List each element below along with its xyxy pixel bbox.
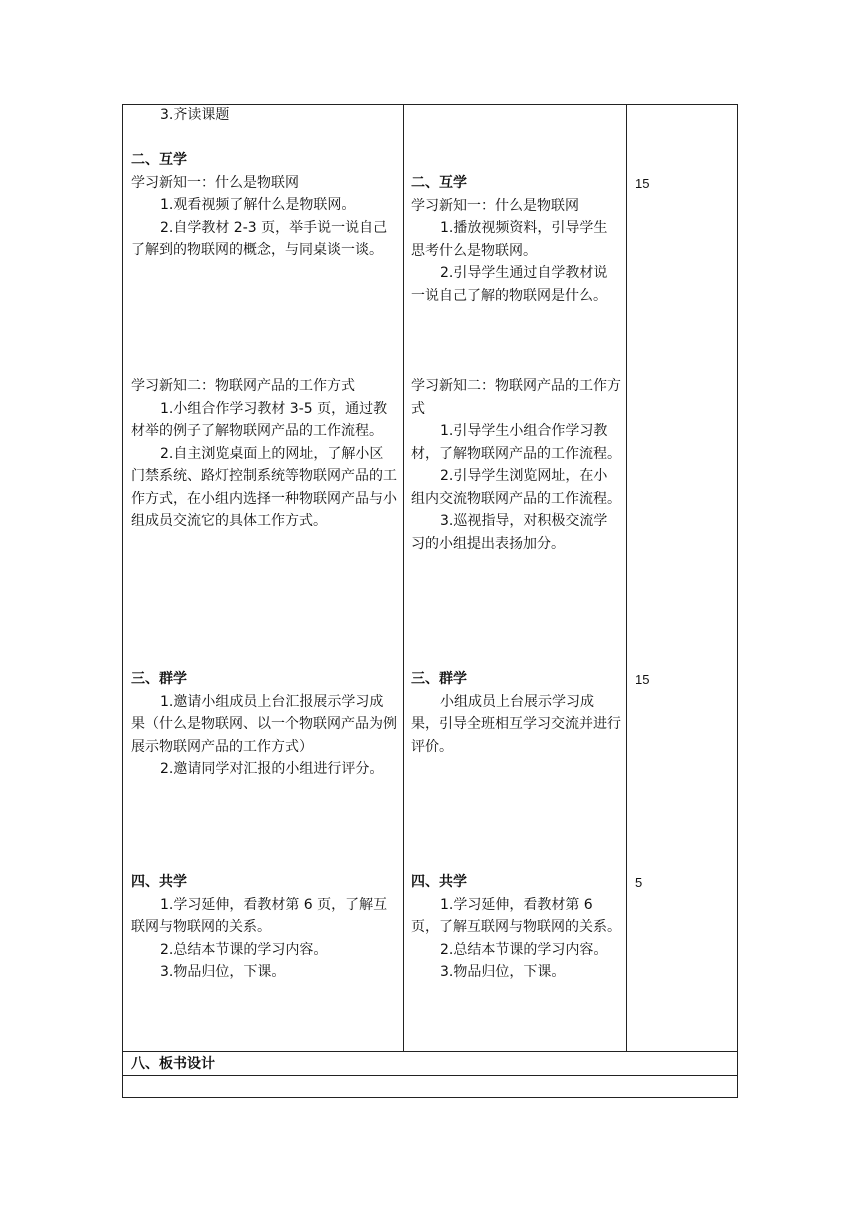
left-section3-item-2: 2.邀请同学对汇报的小组进行评分。 xyxy=(160,761,384,777)
left-block2-title: 学习新知二：物联网产品的工作方式 xyxy=(131,378,355,394)
left-section-2-heading: 二、互学 xyxy=(131,152,187,168)
middle-section4-item-2: 2.总结本节课的学习内容。 xyxy=(440,941,608,958)
left-block2-item-2: 2.自主浏览桌面上的网址，了解小区门禁系统、路灯控制系统等物联网产品的工作方式，在小组内选择一种物联网产品与小组成员交流它的具体工作方式。 xyxy=(131,445,397,529)
left-block1-item-1: 1.观看视频了解什么是物联网。 xyxy=(160,197,356,213)
column-divider-1 xyxy=(403,104,404,1052)
middle-section-3-heading: 三、群学 xyxy=(411,671,467,687)
left-section-3 xyxy=(131,668,397,781)
middle-block2-item-3: 3.巡视指导，对积极交流学习的小组提出表扬加分。 xyxy=(411,513,608,552)
row-divider-footer-top xyxy=(122,1051,738,1052)
left-section4-item-2: 2.总结本节课的学习内容。 xyxy=(160,941,328,958)
left-section-2-block2 xyxy=(131,375,397,533)
middle-section-4-heading: 四、共学 xyxy=(411,874,467,890)
left-section4-item-1: 1.学习延伸，看教材第 6 页，了解互联网与物联网的关系。 xyxy=(131,896,388,935)
middle-block2-title: 学习新知二：物联网产品的工作方式 xyxy=(411,378,621,417)
row-divider-footer-mid xyxy=(122,1075,738,1076)
middle-section3-item-1: 小组成员上台展示学习成果，引导全班相互学习交流并进行评价。 xyxy=(411,693,621,755)
left-section-3-heading: 三、群学 xyxy=(131,671,187,687)
middle-block1-title: 学习新知一：什么是物联网 xyxy=(411,197,579,214)
time-section-2: 15 xyxy=(635,176,650,191)
left-section-2 xyxy=(131,149,397,262)
column-divider-2 xyxy=(626,104,627,1052)
middle-block2-item-1: 1.引导学生小组合作学习教材，了解物联网产品的工作流程。 xyxy=(411,423,621,462)
middle-block1-item-2: 2.引导学生通过自学教材说一说自己了解的物联网是什么。 xyxy=(411,265,608,304)
left-block2-item-1: 1.小组合作学习教材 3-5 页，通过教材举的例子了解物联网产品的工作流程。 xyxy=(131,400,388,439)
left-intro-tail: 3.齐读课题 xyxy=(160,107,230,123)
middle-section4-item-1: 1.学习延伸，看教材第 6 页，了解互联网与物联网的关系。 xyxy=(411,896,621,935)
middle-block1-item-1: 1.播放视频资料，引导学生思考什么是物联网。 xyxy=(411,220,608,259)
time-section-4: 5 xyxy=(635,875,643,890)
left-section-4 xyxy=(131,871,397,984)
middle-section-2-block2 xyxy=(411,375,621,555)
middle-section4-item-3: 3.物品归位，下课。 xyxy=(440,964,566,980)
left-section4-item-3: 3.物品归位，下课。 xyxy=(160,964,286,980)
middle-section-2-heading: 二、互学 xyxy=(411,175,467,191)
time-section-3: 15 xyxy=(635,672,650,687)
board-design-title: 八、板书设计 xyxy=(131,1056,215,1072)
left-section-4-heading: 四、共学 xyxy=(131,874,187,890)
left-block1-item-2: 2.自学教材 2-3 页，举手说一说自己了解到的物联网的概念，与同桌谈一谈。 xyxy=(131,219,388,258)
left-block1-title: 学习新知一：什么是物联网 xyxy=(131,174,299,191)
middle-block2-item-2: 2.引导学生浏览网址，在小组内交流物联网产品的工作流程。 xyxy=(411,468,621,507)
middle-section-3 xyxy=(411,668,621,758)
middle-section-2 xyxy=(411,172,621,307)
middle-section-4 xyxy=(411,871,621,984)
left-section3-item-1: 1.邀请小组成员上台汇报展示学习成果（什么是物联网、以一个物联网产品为例展示物联网产品的工作方式） xyxy=(131,693,397,755)
